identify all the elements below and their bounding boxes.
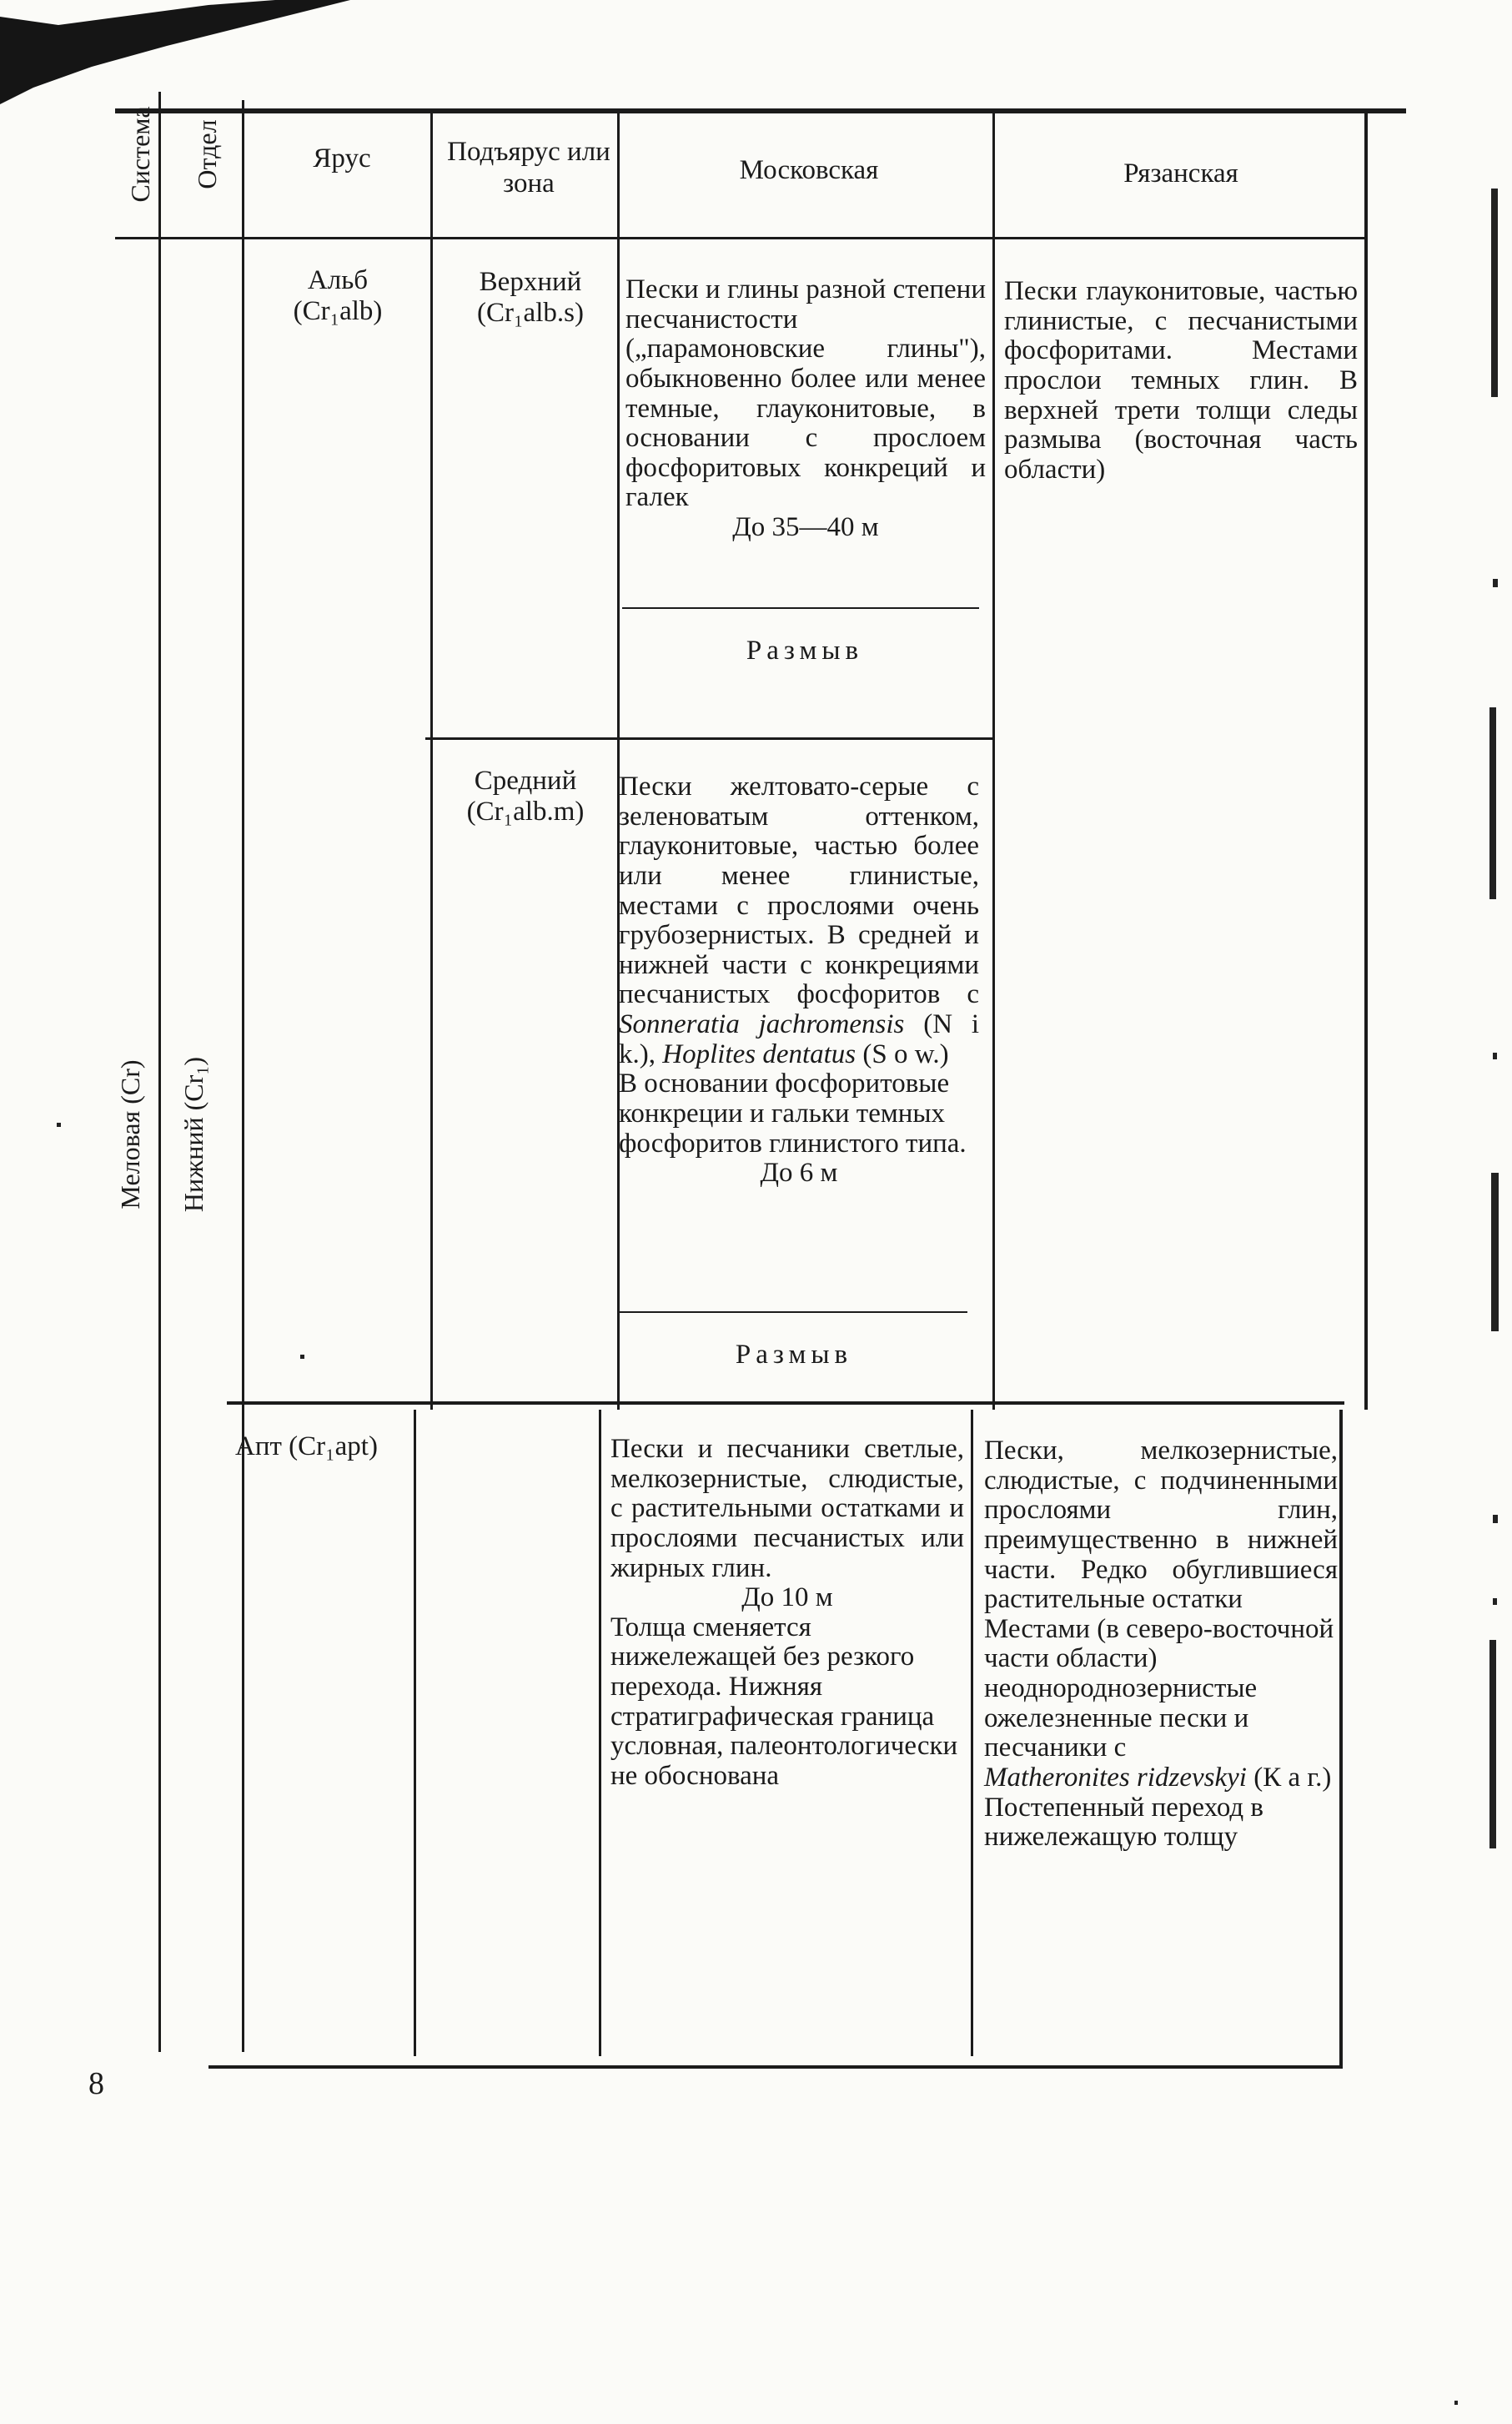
col-border-3: [430, 108, 433, 1410]
col-border-2: [242, 100, 244, 2052]
stage-divider: [227, 1401, 1344, 1405]
yarus-alb: Альб (Cr₁alb): [293, 265, 383, 326]
author-sow: (S o w.): [862, 1038, 949, 1069]
scan-speck: [1493, 1515, 1498, 1523]
col-border-6: [1364, 108, 1368, 1410]
moscow-middle-text-2: В основании фосфоритовые конкреции и гальки темных фосфоритов глинистого типа.: [619, 1069, 967, 1159]
scan-speck: [57, 1123, 61, 1127]
col-border-4b: [599, 1410, 601, 2056]
razmyv-middle: Размыв: [735, 1340, 853, 1370]
moscow-apt-text-1: Пески и песчаники светлые, мелкозернистые, слюдистые, с растительными остатками и прослоями песчанистых или жирных глин.: [610, 1434, 964, 1583]
scan-speck: [1491, 1173, 1499, 1331]
moscow-upper-text: Пески и глины разной степени песчанистости („парамоновские глины"), обыкновенно более или менее темные, глауконитовые, в основании с прослоем фосфоритовых конкреций и галек: [625, 274, 986, 513]
header-podyarus: Подъярус или зона: [447, 137, 610, 199]
sublayer-divider: [425, 737, 992, 740]
fossil-sonneratia: Sonneratia jachromensis: [619, 1009, 905, 1039]
header-moskovskaya: Московская: [739, 155, 879, 185]
sistema-value: Меловая (Cr): [115, 1059, 145, 1209]
moscow-middle-thickness: До 6 м: [760, 1158, 838, 1189]
scan-speck: [300, 1355, 304, 1359]
header-otdel: Отдел: [192, 119, 222, 189]
otdel-value: Нижний (Cr₁): [178, 1056, 208, 1213]
scan-speck: [1489, 707, 1496, 899]
scan-speck: [1493, 1053, 1497, 1059]
moscow-upper-alb: [625, 275, 986, 543]
razmyv-upper: Размыв: [746, 636, 864, 666]
col-border-4: [617, 108, 620, 1410]
col-border-3b: [414, 1410, 416, 2056]
header-sistema: Система: [125, 106, 155, 203]
ryazan-apt-text-1: Пески, мелкозернистые, слюдистые, с подчиненными прослоями глин, преимущественно в нижней части. Редко обуглившиеся растительные остатки: [984, 1436, 1338, 1615]
moscow-apt: [610, 1435, 964, 1792]
fossil-hoplites: Hoplites dentatus: [662, 1038, 856, 1069]
moscow-apt-text-2: Толща сменяется нижележащей без резкого перехода. Нижняя стратиграфическая граница условная, палеонтологически не обоснована: [610, 1612, 958, 1791]
ryazan-apt-text-2: Местами (в северо-восточной части области) неоднороднозернистые ожелезненные пески и песчаники с: [984, 1613, 1334, 1763]
header-bottom-border: [115, 237, 1366, 239]
ryazan-upper-alb: Пески глауконитовые, частью глинистые, с песчанистыми фосфоритами. Местами прослои темных глин. В верхней трети толщи следы размыва (восточная часть области): [1004, 276, 1358, 485]
ryazan-apt-text-3: Постепенный переход в нижележащую толщу: [984, 1792, 1264, 1853]
scan-smudge: [0, 0, 350, 108]
moscow-middle-text-1: Пески желтовато-серые с зеленоватым оттенком, глауконитовые, частью более или менее глинистые, местами с прослоями очень грубозернистых. В средней и нижней части с конкрециями песчанистых фосфоритов с: [619, 772, 979, 1010]
scan-speck: [1491, 189, 1498, 397]
header-ryazanskaya: Рязанская: [1123, 158, 1238, 189]
yarus-apt: Апт (Cr₁apt): [235, 1431, 378, 1461]
col-border-6b: [1339, 1410, 1343, 2069]
podyarus-upper: Верхний (Cr₁alb.s): [477, 267, 584, 328]
podyarus-middle: Средний (Cr₁alb.m): [466, 766, 585, 827]
razmyv-rule-1: [622, 607, 979, 609]
ryazan-apt: [984, 1436, 1338, 1853]
scan-speck: [1493, 579, 1498, 587]
scan-speck: [1454, 2401, 1458, 2405]
col-border-5b: [971, 1410, 973, 2056]
fossil-matheronites: Matheronites ridzevskyi: [984, 1762, 1247, 1793]
header-yarus: Ярус: [313, 143, 371, 174]
table-top-border: [115, 108, 1406, 113]
author-nik: (N i k.),: [619, 1009, 980, 1069]
col-border-1: [158, 92, 161, 2052]
table-bottom-border: [208, 2065, 1343, 2069]
scan-speck: [1489, 1640, 1496, 1848]
moscow-upper-thickness: До 35—40 м: [732, 512, 879, 542]
page-number: 8: [88, 2066, 104, 2101]
author-kar: (К а г.): [1253, 1762, 1332, 1793]
scan-speck: [1493, 1598, 1497, 1605]
moscow-apt-thickness: До 10 м: [741, 1582, 833, 1613]
razmyv-rule-2: [617, 1311, 967, 1313]
moscow-middle-alb: [619, 772, 979, 1189]
col-border-5: [992, 108, 995, 1410]
